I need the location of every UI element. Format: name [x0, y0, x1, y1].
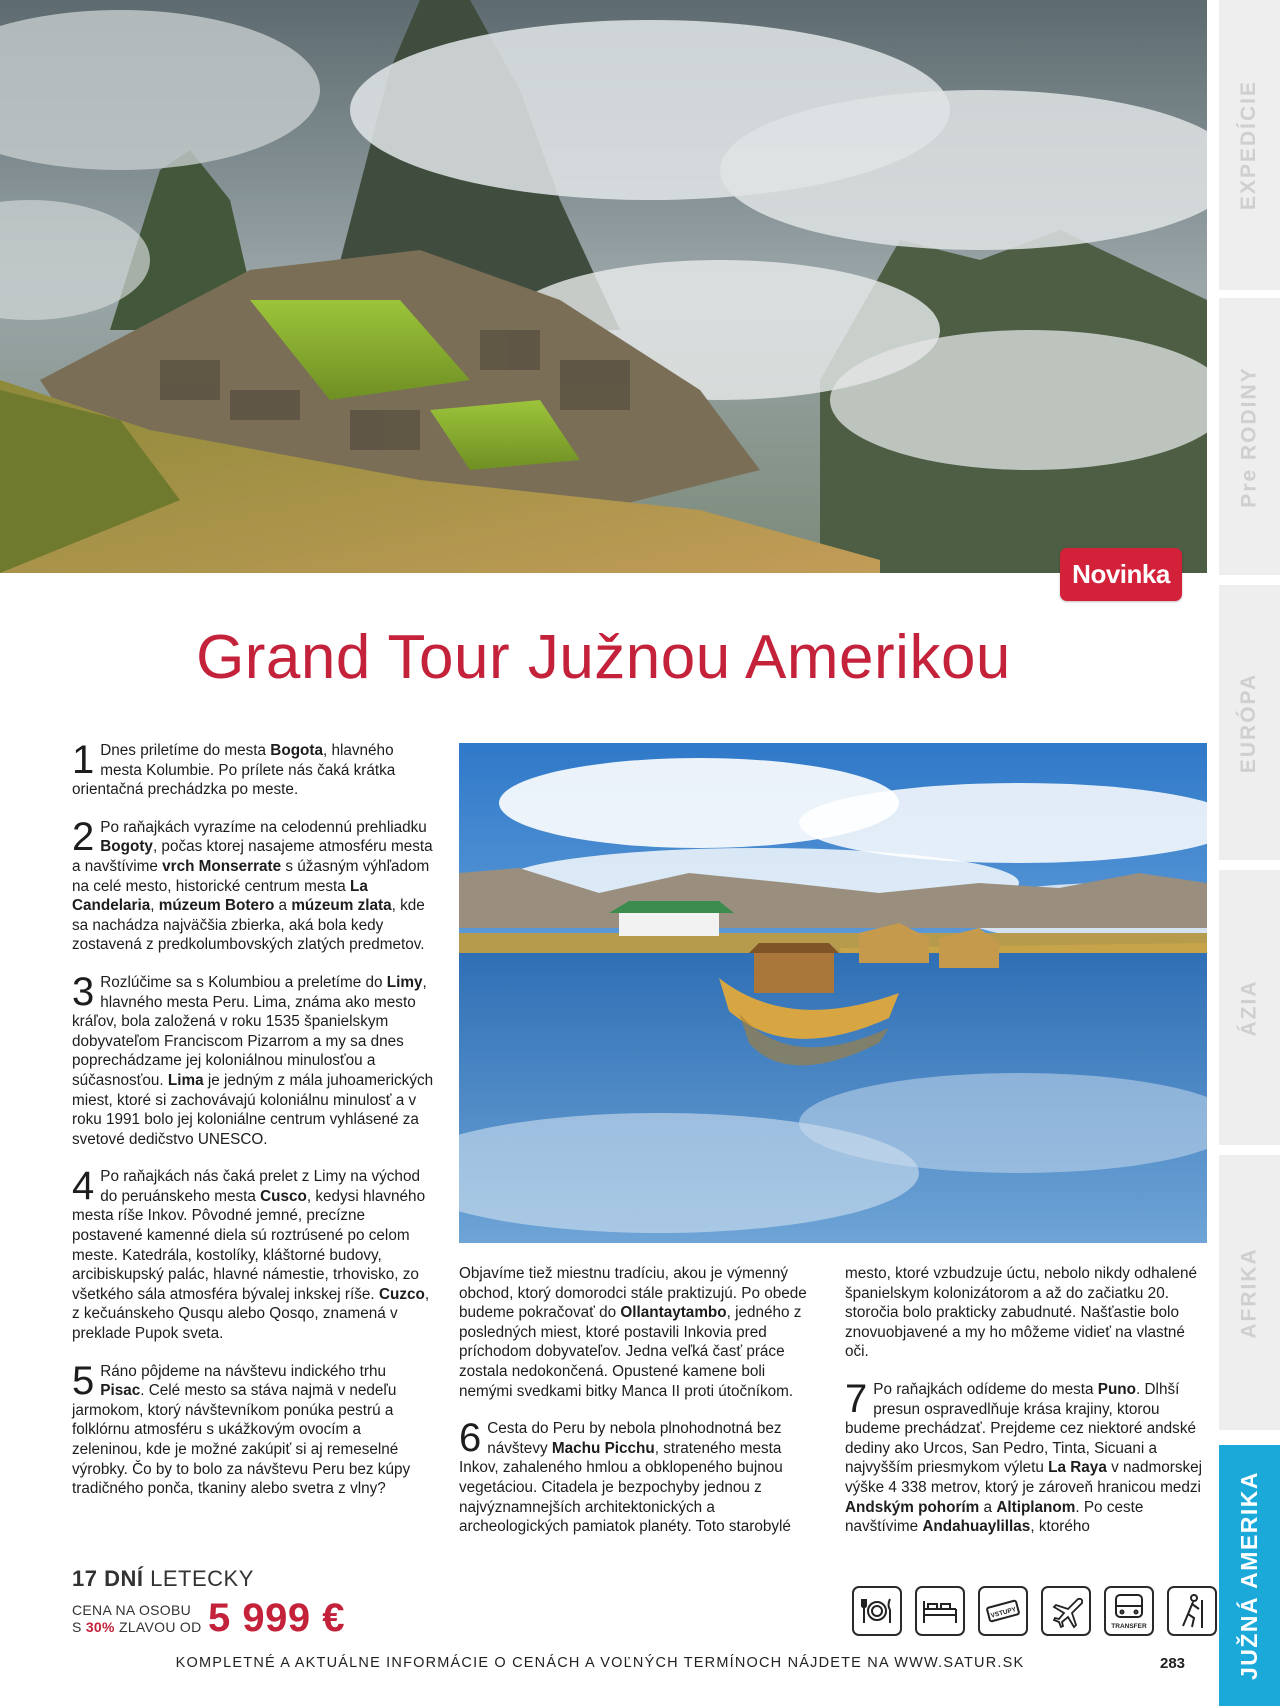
itinerary-column-1 [72, 738, 434, 1517]
side-tabs [1219, 0, 1280, 1706]
day-number: 2 [72, 814, 95, 859]
ticket-icon-label: VSTUPY [990, 1606, 1017, 1620]
duration-days: 17 DNÍ [72, 1566, 144, 1591]
tab-juzna-amerika[interactable] [1219, 1445, 1280, 1706]
itinerary-day [72, 814, 434, 955]
page-title: Grand Tour Južnou Amerikou [196, 623, 1011, 692]
transfer-bus-icon [1104, 1586, 1154, 1636]
meal-icon [852, 1586, 902, 1636]
tab-label: EURÓPA [1237, 672, 1261, 773]
discount-value: 30% [85, 1619, 115, 1635]
day-text: Po raňajkách vyrazíme na celodennú prehliadku Bogoty, počas ktorej nasajeme atmosféru mesta a navštívime vrch Monserrate s úžasným výhľadom na celé mesto, historické centrum mesta La Candelaria, múzeum Botero a múzeum zlata, kde sa nachádza najväčšia zbierka, aká bola kedy zostavená z predkolumbovských zlatých predmetov. [72, 818, 433, 954]
itinerary-day [72, 1358, 434, 1499]
itinerary-text [459, 1264, 821, 1401]
day-number: 3 [72, 969, 95, 1014]
page-number: 283 [1160, 1655, 1186, 1672]
day-number: 4 [72, 1164, 95, 1209]
price-label-suffix: ZLAVOU OD [118, 1619, 202, 1635]
tab-pre-rodiny[interactable] [1219, 298, 1280, 575]
itinerary-text [845, 1264, 1207, 1362]
itinerary-column-3 [845, 1264, 1207, 1555]
tab-label: ÁZIA [1237, 979, 1261, 1036]
ticket-icon [978, 1586, 1028, 1636]
day-text: mesto, ktoré vzbudzuje úctu, nebolo nikdy odhalené španielskym kolonizátorom a až do začiatku 20. storočia bolo prakticky zabudnuté. Našťastie bolo znovuobjavené a my ho môžeme vidieť na vlastné oči. [845, 1265, 1198, 1361]
price-label-prefix: S [72, 1619, 82, 1635]
tab-europa[interactable] [1219, 585, 1280, 860]
hiking-icon [1167, 1586, 1217, 1636]
flight-icon [1041, 1586, 1091, 1636]
transfer-icon-label: TRANSFER [1111, 1623, 1147, 1630]
itinerary-day [72, 738, 434, 800]
price-label [72, 1602, 202, 1636]
tab-label: AFRIKA [1237, 1246, 1261, 1339]
day-text: Po raňajkách nás čaká prelet z Limy na východ do peruánskeho mesta Cusco, kedysi hlavného mesta ríše Inkov. Pôvodné jemné, precízne postavené kamenné diela sú roztrúsené po celom meste. Katedrála, kostolíky, kláštorné budovy, arcibiskupský palác, hlavné námestie, trhovisko, zo všetkého sála atmosféra bývalej inkskej ríše. Cuzco, z kečuánskeho Qusqu alebo Qosqo, znamená v preklade Pupok sveta. [72, 1168, 430, 1343]
lake-titicaca-photo [459, 743, 1207, 1243]
lake-illustration [459, 743, 1207, 1243]
day-number: 6 [459, 1416, 482, 1461]
itinerary-day [72, 969, 434, 1149]
service-icons [852, 1586, 1217, 1636]
hero-illustration [0, 0, 1207, 573]
hero-photo-machu-picchu [0, 0, 1207, 573]
day-number: 7 [845, 1376, 868, 1421]
itinerary-column-2 [459, 1264, 821, 1555]
duration-mode: LETECKY [150, 1566, 254, 1591]
new-badge: Novinka [1060, 548, 1182, 601]
tab-afrika[interactable] [1219, 1155, 1280, 1430]
day-text: Cesta do Peru by nebola plnohodnotná bez návštevy Machu Picchu, strateného mesta Inkov, zahaleného hmlou a obklopeného bujnou vegetáciou. Citadela je bezpochyby jednou z najvýznamnejších architektonických a archeologických pamiatok planéty. Toto starobylé [459, 1420, 791, 1536]
tab-label: Pre RODINY [1237, 365, 1261, 508]
day-text: Dnes priletíme do mesta Bogota, hlavného mesta Kolumbie. Po prílete nás čaká krátka orientačná prechádzka po meste. [72, 742, 396, 799]
itinerary-day [845, 1376, 1207, 1537]
tab-label: EXPEDÍCIE [1237, 79, 1261, 211]
price-value: 5 999 € [208, 1596, 345, 1640]
tab-azia[interactable] [1219, 870, 1280, 1145]
bed-icon [915, 1586, 965, 1636]
tab-label: JUŽNÁ AMERIKA [1236, 1470, 1263, 1681]
itinerary-day [459, 1416, 821, 1537]
day-text: Rozlúčime sa s Kolumbiou a preletíme do Limy, hlavného mesta Peru. Lima, známa ako mesto kráľov, bola založená v roku 1535 španielskym dobyvateľom Franciscom Pizarrom a my sa dnes poprechádzame jej koloniálnou minulosťou a súčasnosťou. Lima je jedným z mála juhoamerických miest, ktoré si zachovávajú koloniálnu minulosť a v roku 1991 bolo jej koloniálne centrum vyhlásené za svetové dedičstvo UNESCO. [72, 973, 434, 1148]
day-text: Objavíme tiež miestnu tradíciu, akou je výmenný obchod, ktorý domorodci stále praktizujú. Po obede budeme pokračovať do Ollantaytambo, jedného z posledných miest, ktoré postavili Inkovia pred príchodom dobyvateľov. Jedna veľká časť práce zostala nedokončená. Opustené kamene boli nemými svedkami bitky Manca II proti útočníkom. [459, 1265, 807, 1400]
day-number: 1 [72, 738, 95, 782]
price-label-line1: CENA NA OSOBU [72, 1602, 192, 1618]
price-label-line2 [72, 1619, 202, 1636]
day-text: Ráno pôjdeme na návštevu indického trhu Pisac. Celé mesto sa stáva najmä v nedeľu jarmokom, ktorý návštevníkom ponúka pestrú a folklórnu atmosféru s ukážkovým ovocím a zeleninou, kde je možné zakúpiť si aj remeselné výrobky. Čo by to bolo za návštevu Peru bez kúpy tradičného ponča, tkaniny alebo svetra z vlny? [72, 1362, 411, 1498]
tab-expedicie[interactable] [1219, 0, 1280, 290]
itinerary-day [72, 1164, 434, 1343]
day-number: 5 [72, 1358, 95, 1403]
trip-duration [72, 1566, 254, 1592]
day-text: Po raňajkách odídeme do mesta Puno. Dlhší presun ospravedlňuje krása krajiny, ktorou budeme prechádzať. Prejdeme cez niektoré andské dediny ako Urcos, San Pedro, Tinta, Sicuani a najvyšším priesmykom výletu La Raya v nadmorskej výške 4 338 metrov, ktorý je zároveň hranicou medzi Andským pohorím a Altiplanom. Po ceste navštívime Andahuaylillas, ktorého [845, 1380, 1203, 1536]
footer-info: KOMPLETNÉ A AKTUÁLNE INFORMÁCIE O CENÁCH A VOĽNÝCH TERMÍNOCH NÁJDETE NA WWW.SATUR.SK [175, 1655, 1025, 1671]
